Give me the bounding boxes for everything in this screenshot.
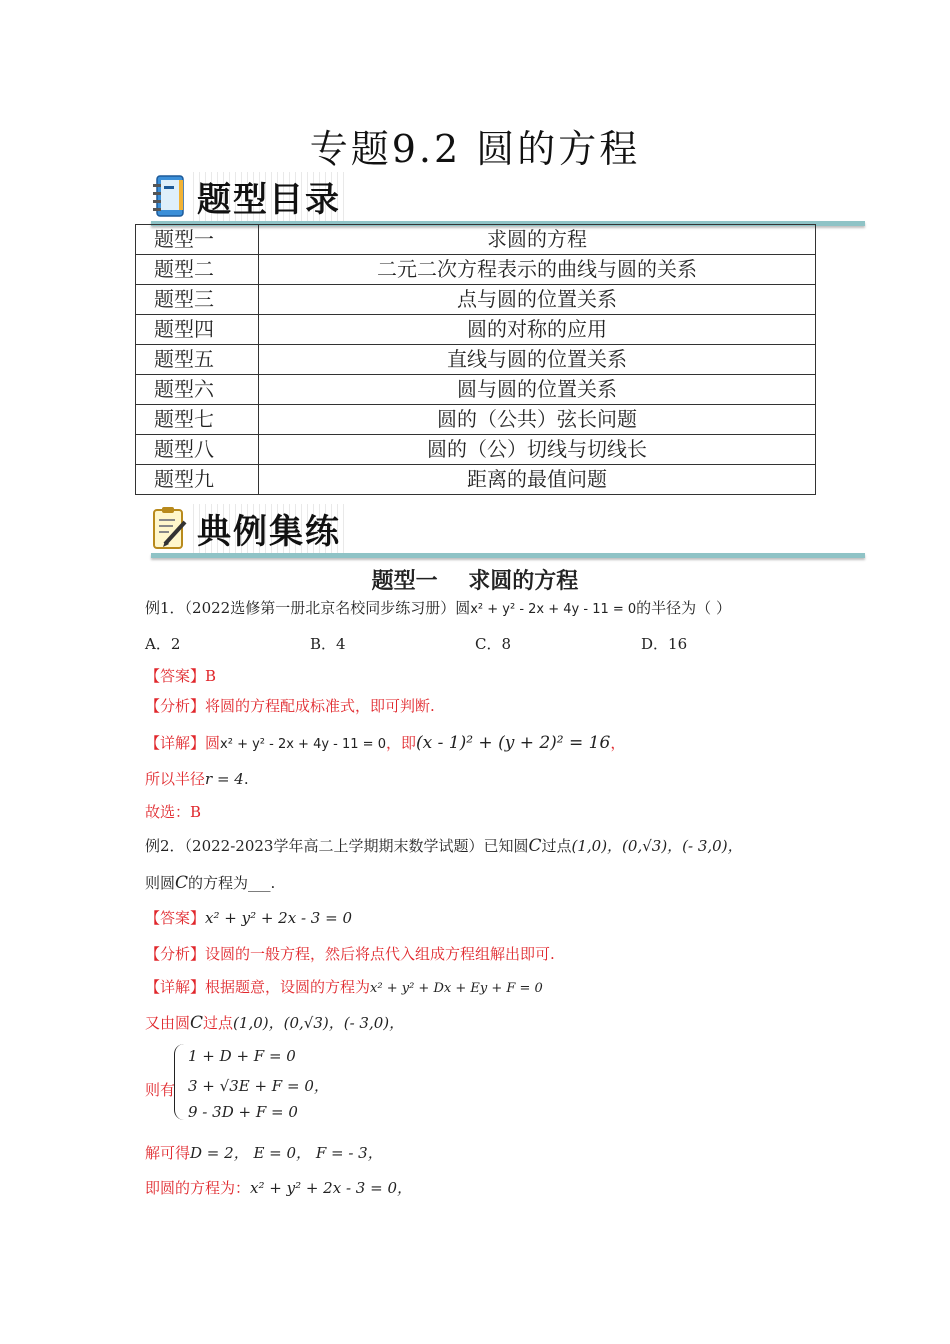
- toc-row-key: 题型一: [136, 225, 259, 255]
- toc-row: [136, 465, 816, 495]
- toc-row-key: 题型七: [136, 405, 259, 435]
- toc-row-topic: 二元二次方程表示的曲线与圆的关系: [259, 255, 816, 285]
- toc-row-topic: 求圆的方程: [259, 225, 816, 255]
- notebook-icon: [151, 174, 187, 218]
- toc-row-topic: 圆的（公）切线与切线长: [259, 435, 816, 465]
- toc-row-topic: 点与圆的位置关系: [259, 285, 816, 315]
- toc-table: [135, 224, 816, 495]
- toc-row-topic: 圆的（公共）弦长问题: [259, 405, 816, 435]
- toc-row-topic: 距离的最值问题: [259, 465, 816, 495]
- toc-row: [136, 315, 816, 345]
- toc-row-topic: 圆的对称的应用: [259, 315, 816, 345]
- toc-section-header: [145, 170, 865, 226]
- page-title: 专题9.2 圆的方程: [309, 127, 641, 171]
- ex2-system-eq2: 3 + √3E + F = 0，: [188, 1077, 329, 1095]
- toc-row: [136, 375, 816, 405]
- ex2-answer: 【答案】x² + y² + 2x - 3 = 0: [145, 909, 352, 927]
- ex2-system-eq1: 1 + D + F = 0: [188, 1047, 296, 1065]
- toc-row: [136, 345, 816, 375]
- toc-row-topic: 直线与圆的位置关系: [259, 345, 816, 375]
- ex2-again: 又由圆C过点(1,0)，(0,√3)，(- 3,0)，: [145, 1013, 405, 1033]
- ex2-detail: 【详解】根据题意，设圆的方程为x² + y² + Dx + Ey + F = 0: [145, 978, 543, 996]
- toc-row-topic: 圆与圆的位置关系: [259, 375, 816, 405]
- ex1-choice-b: B．4: [310, 635, 346, 653]
- toc-row: [136, 225, 816, 255]
- ex2-question: 例2．（2022-2023学年高二上学期期末数学试题）已知圆C过点(1,0)，(0,√3)，(- 3,0)，: [145, 836, 743, 856]
- ex2-analysis: 【分析】设圆的一般方程，然后将点代入组成方程组解出即可.: [145, 945, 555, 963]
- ex1-radius: 所以半径r = 4.: [145, 770, 249, 788]
- examples-section-header: [145, 502, 865, 558]
- toc-row: [136, 405, 816, 435]
- ex1-question: 例1．（2022选修第一册北京名校同步练习册）圆x² + y² - 2x + 4y - 11 = 0的半径为（ ）: [145, 599, 731, 617]
- toc-row: [136, 435, 816, 465]
- examples-header-text: 典例集练: [193, 504, 345, 553]
- ex2-final: 即圆的方程为：x² + y² + 2x - 3 = 0，: [145, 1179, 412, 1197]
- ex1-analysis: 【分析】将圆的方程配成标准式，即可判断.: [145, 697, 435, 715]
- toc-row-key: 题型四: [136, 315, 259, 345]
- system-brace: [174, 1044, 187, 1120]
- ex2-system-eq3: 9 - 3D + F = 0: [188, 1103, 298, 1121]
- ex1-answer: 【答案】B: [145, 667, 217, 685]
- toc-row-key: 题型八: [136, 435, 259, 465]
- ex1-equation: x² + y² - 2x + 4y - 11 = 0: [470, 602, 637, 617]
- toc-header-text: 题型目录: [193, 172, 345, 221]
- ex1-choice-c: C．8: [475, 635, 512, 653]
- toc-row: [136, 255, 816, 285]
- answer-blank: ___: [248, 874, 271, 892]
- ex2-solve: 解可得D = 2， E = 0， F = - 3，: [145, 1144, 383, 1162]
- toc-row-key: 题型九: [136, 465, 259, 495]
- clipboard-pen-icon: [151, 506, 187, 550]
- toc-row: [136, 285, 816, 315]
- section-subtitle: 题型一 求圆的方程: [371, 569, 579, 594]
- examples-header-underline: [151, 553, 865, 558]
- toc-row-key: 题型六: [136, 375, 259, 405]
- toc-row-key: 题型二: [136, 255, 259, 285]
- ex1-choice-a: A．2: [145, 635, 181, 653]
- toc-row-key: 题型三: [136, 285, 259, 315]
- ex2-question-line2: 则圆C的方程为___.: [145, 873, 276, 893]
- ex1-detail: 【详解】圆x² + y² - 2x + 4y - 11 = 0，即(x - 1)² + (y + 2)² = 16，: [145, 733, 626, 753]
- toc-row-key: 题型五: [136, 345, 259, 375]
- ex2-then: 则有: [145, 1081, 176, 1099]
- ex1-choice-d: D．16: [641, 635, 688, 653]
- ex1-pick: 故选：B: [145, 803, 202, 821]
